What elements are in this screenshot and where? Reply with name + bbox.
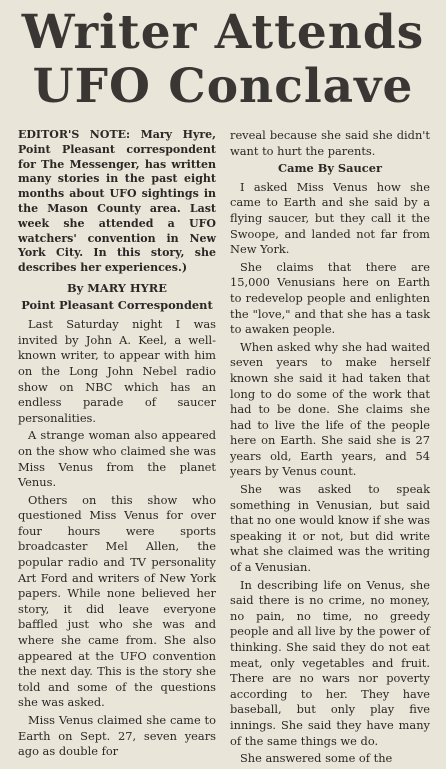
paragraph: She claims that there are 15,000 Venusians here on Earth to redevelop people and enlighten the "love," and that she has a task to awaken people.: [230, 259, 430, 337]
byline-title: Point Pleasant Correspondent: [21, 297, 213, 312]
paragraph-continued: reveal because she said she didn't want to hurt the parents.: [230, 128, 430, 158]
paragraph: In describing life on Venus, she said there is no crime, no money, no pain, no time, no greedy people and all live by the power of thinking. She said they do not eat meat, only vegetables and fruit. There are no wars nor poverty according to her. They have baseball, but only play five innings. She said they have many of the same things we do.: [230, 577, 430, 748]
paragraph: Last Saturday night I was invited by John A. Keel, a well-known writer, to appear with him on the Long John Nebel radio show on NBC which has an endless parade of saucer personalities.: [18, 317, 216, 425]
headline: [0, 6, 446, 114]
headline-line-1: Writer Attends: [21, 5, 425, 60]
right-column: [230, 128, 430, 769]
paragraph: Others on this show who questioned Miss Venus for over four hours were sports broadcaster Mel Allen, the popular radio and TV personality Art Ford and writers of New York papers. While none believed her story, it did leave everyone baffled just who she was and where she came from. She also appeared at the UFO convention the next day. This is the story she told and some of the questions she was asked.: [18, 492, 216, 710]
paragraph: Miss Venus claimed she came to Earth on Sept. 27, seven years ago as double for: [18, 713, 216, 759]
subhead: Came By Saucer: [278, 161, 382, 176]
byline: By MARY HYRE: [67, 280, 167, 295]
paragraph: She answered some of the: [240, 751, 393, 766]
paragraph: When asked why she had waited seven years to make herself known she said it had taken that long to do some of the work that had to be done. She claims she had to live the life of the people here on Earth. She said she is 27 years old, Earth years, and 54 years by Venus count.: [230, 339, 430, 479]
paragraph: I asked Miss Venus how she came to Earth and she said by a flying saucer, but they call it the Swoope, and landed not far from New York.: [230, 179, 430, 257]
paragraph: She was asked to speak something in Venusian, but said that no one would know if she was speaking it or not, but did write what she claimed was the writing of a Venusian.: [230, 482, 430, 575]
editors-note: EDITOR'S NOTE: Mary Hyre, Point Pleasant correspondent for The Messenger, has written many stories in the past eight months about UFO sightings in the Mason County area. Last week she attended a UFO watchers' convention in New York City. In this story, she describes her experiences.): [18, 128, 216, 275]
paragraph: A strange woman also appeared on the show who claimed she was Miss Venus from the planet Venus.: [18, 428, 216, 490]
headline-line-2: UFO Conclave: [32, 59, 414, 114]
left-column: [18, 128, 216, 762]
